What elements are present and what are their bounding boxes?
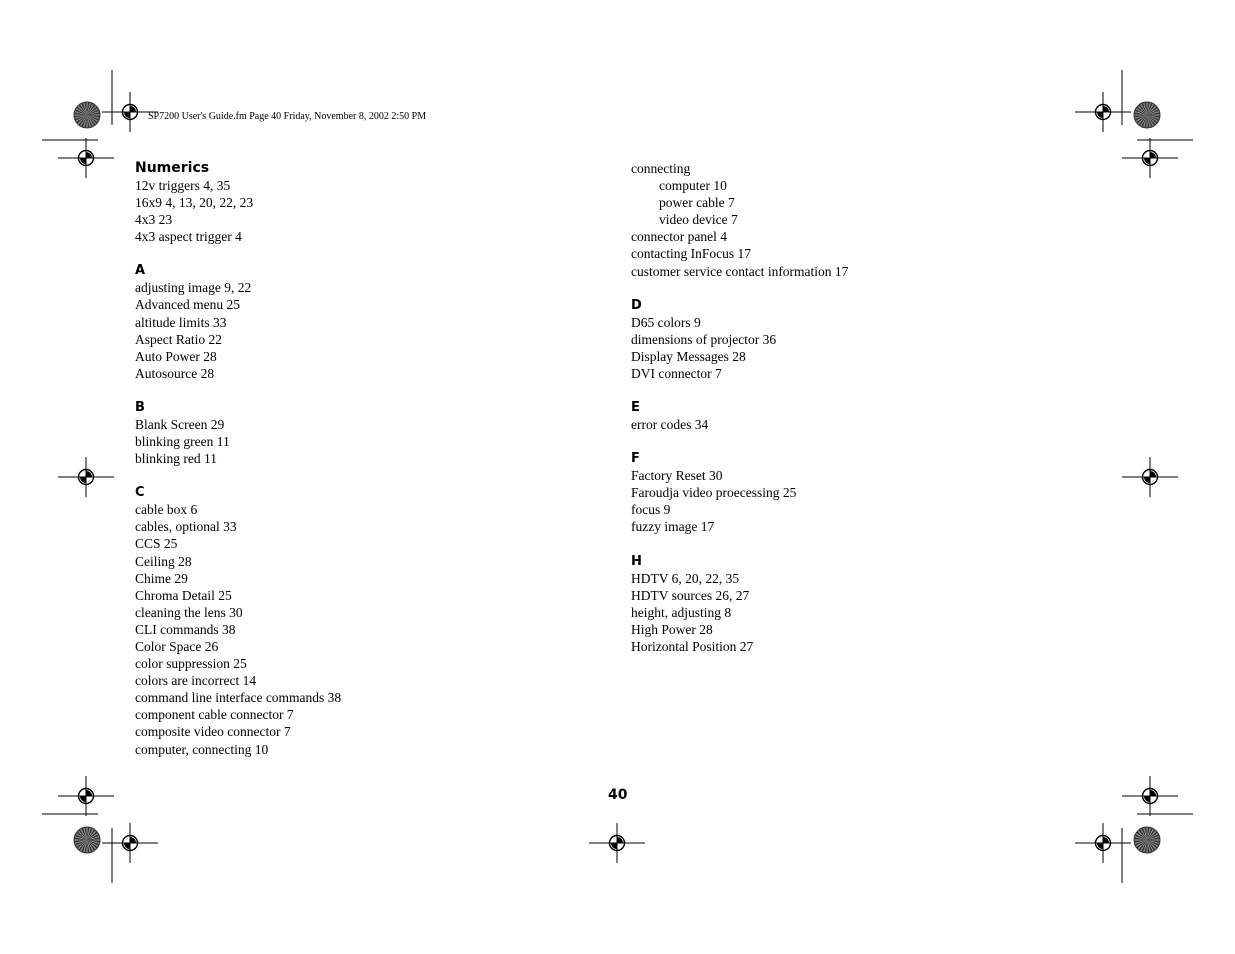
index-entry: DVI connector 7 [631, 365, 722, 381]
index-section [135, 262, 575, 382]
index-entry: computer, connecting 10 [135, 741, 269, 757]
index-subentry: power cable 7 [659, 195, 735, 211]
index-section [631, 160, 1131, 280]
index-entry: CCS 25 [135, 536, 178, 552]
index-column-left [135, 160, 575, 775]
star-target-mark [74, 827, 100, 853]
section-heading: Numerics [135, 160, 210, 176]
index-section [135, 484, 575, 757]
index-section [631, 297, 1131, 382]
index-entry: blinking red 11 [135, 451, 217, 467]
index-entry: Blank Screen 29 [135, 416, 225, 432]
index-entry: Autosource 28 [135, 365, 215, 381]
index-entry: HDTV sources 26, 27 [631, 587, 750, 603]
registration-mark [58, 776, 114, 816]
print-header: SP7200 User's Guide.fm Page 40 Friday, November 8, 2002 2:50 PM [148, 111, 427, 122]
index-subentry: computer 10 [659, 178, 727, 194]
index-entry: dimensions of projector 36 [631, 331, 777, 347]
registration-mark [589, 823, 645, 863]
section-heading: H [631, 553, 642, 569]
section-heading: B [135, 399, 145, 415]
section-heading: F [631, 451, 640, 467]
index-entry: error codes 34 [631, 417, 709, 433]
star-target-mark [1134, 102, 1160, 128]
section-heading: C [135, 485, 145, 501]
index-entry: color suppression 25 [135, 656, 247, 672]
index-entry: customer service contact information 17 [631, 263, 849, 279]
index-entry: CLI commands 38 [135, 621, 236, 637]
index-entry: Ceiling 28 [135, 553, 192, 569]
index-entry: Auto Power 28 [135, 348, 217, 364]
index-entry: connecting [631, 161, 691, 176]
index-entry: High Power 28 [631, 621, 713, 637]
index-entry: 16x9 4, 13, 20, 22, 23 [135, 195, 254, 211]
index-section [631, 553, 1131, 655]
index-entry: HDTV 6, 20, 22, 35 [631, 570, 740, 586]
section-heading: D [631, 297, 642, 313]
index-section [631, 399, 1131, 433]
index-entry: colors are incorrect 14 [135, 673, 257, 689]
index-entry: fuzzy image 17 [631, 519, 715, 535]
index-entry: connector panel 4 [631, 229, 727, 245]
index-entry: command line interface commands 38 [135, 690, 342, 706]
index-entry: composite video connector 7 [135, 724, 291, 740]
index-section [631, 450, 1131, 535]
registration-mark [58, 138, 114, 178]
index-entry: 4x3 aspect trigger 4 [135, 229, 242, 245]
registration-mark [102, 823, 158, 863]
registration-mark [1122, 776, 1178, 816]
index-entry: Color Space 26 [135, 638, 219, 654]
index-entry: altitude limits 33 [135, 314, 227, 330]
registration-mark [1075, 823, 1131, 863]
section-heading: E [631, 400, 640, 416]
index-entry: Chroma Detail 25 [135, 587, 232, 603]
star-target-mark [1134, 827, 1160, 853]
page-number: 40 [608, 787, 628, 803]
index-entry: Faroudja video proecessing 25 [631, 485, 797, 501]
index-entry: contacting InFocus 17 [631, 246, 751, 262]
star-target-mark [74, 102, 100, 128]
index-entry: D65 colors 9 [631, 314, 701, 330]
index-subentry: video device 7 [659, 212, 738, 228]
index-entry: cleaning the lens 30 [135, 604, 243, 620]
index-entry: cable box 6 [135, 502, 198, 518]
registration-mark [1075, 92, 1131, 132]
index-entry: focus 9 [631, 502, 671, 518]
index-entry: Factory Reset 30 [631, 468, 723, 484]
index-entry: Advanced menu 25 [135, 297, 240, 313]
index-entry: Display Messages 28 [631, 348, 746, 364]
index-section [135, 399, 575, 467]
index-entry: 4x3 23 [135, 212, 173, 228]
index-entry: blinking green 11 [135, 434, 230, 450]
index-column-right [631, 160, 1131, 672]
index-entry: Horizontal Position 27 [631, 638, 754, 654]
section-heading: A [135, 263, 146, 279]
index-section [135, 160, 575, 245]
index-entry: cables, optional 33 [135, 519, 237, 535]
index-entry: Chime 29 [135, 570, 188, 586]
index-entry: Aspect Ratio 22 [135, 331, 222, 347]
index-entry: adjusting image 9, 22 [135, 280, 252, 296]
registration-mark [58, 457, 114, 497]
index-entry: component cable connector 7 [135, 707, 294, 723]
index-entry: 12v triggers 4, 35 [135, 178, 231, 193]
index-entry: height, adjusting 8 [631, 604, 732, 620]
